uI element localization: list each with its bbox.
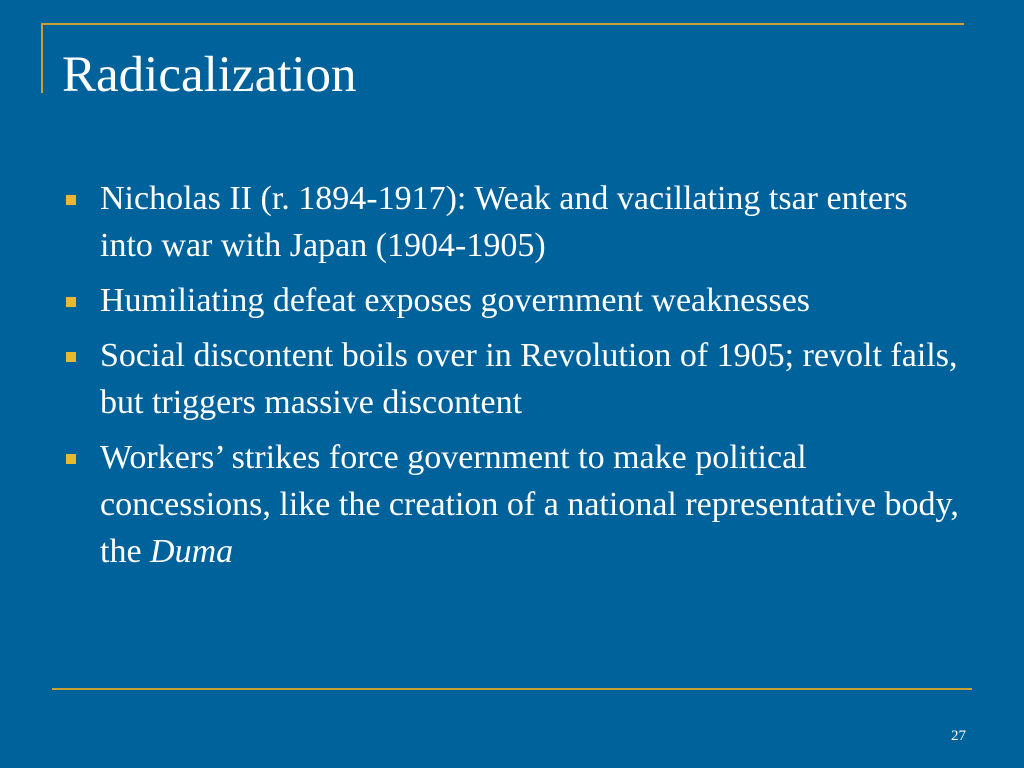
square-bullet-icon [66, 352, 76, 362]
square-bullet-icon [66, 195, 76, 205]
bullet-item [62, 434, 962, 575]
bullet-text: Nicholas II (r. 1894-1917): Weak and vacillating tsar enters into war with Japan (1904-1905) [100, 180, 908, 264]
bullet-text: Social discontent boils over in Revolution of 1905; revolt fails, but triggers massive discontent [100, 337, 958, 421]
footer-rule [52, 688, 972, 690]
duma-emphasis: Duma [150, 533, 234, 570]
title-frame-left-rule [41, 23, 43, 93]
bullet-item [62, 332, 962, 426]
bullet-text: Workers’ strikes force government to make political concessions, like the creation of a national representative body, the [100, 439, 959, 570]
square-bullet-icon [66, 297, 76, 307]
bullet-item [62, 277, 962, 324]
bullet-text: Humiliating defeat exposes government weaknesses [100, 282, 811, 319]
slide-title: Radicalization [62, 47, 357, 103]
bullet-list [62, 175, 962, 583]
square-bullet-icon [66, 454, 76, 464]
title-frame-top-rule [41, 23, 964, 25]
page-number: 27 [951, 728, 966, 744]
bullet-item [62, 175, 962, 269]
